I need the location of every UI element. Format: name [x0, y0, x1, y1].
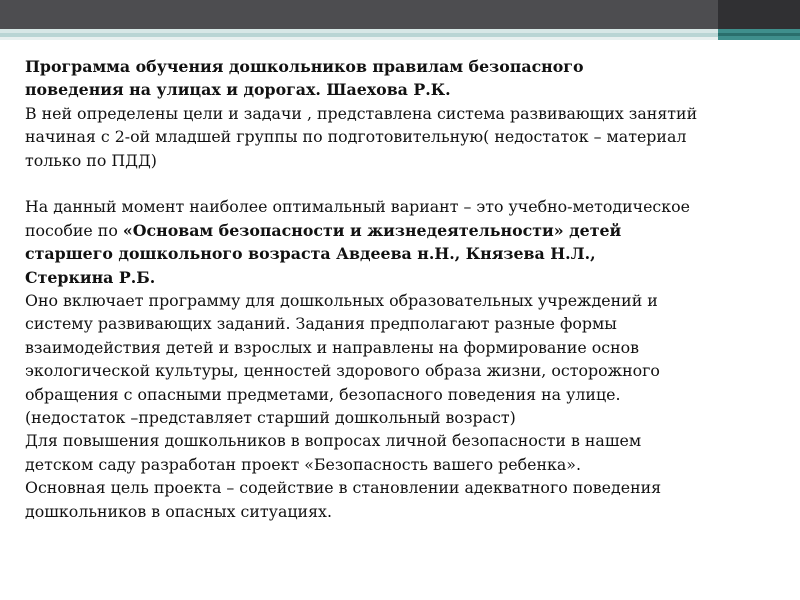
program-title-line-1: Программа обучения дошкольников правилам безопасного: [25, 57, 584, 76]
project-goal-line-2: дошкольников в опасных ситуациях.: [25, 501, 332, 521]
paragraph-spacer: [25, 172, 785, 195]
manual-description-line-2: систему развивающих заданий. Задания предполагают разные формы: [25, 314, 617, 334]
header-teal-accent: [718, 29, 800, 40]
manual-description-line-1: Оно включает программу для дошкольных образовательных учреждений и: [25, 291, 658, 311]
program-description-line-2: начиная с 2-ой младшей группы по подготовительную( недостаток – материал: [25, 127, 687, 147]
header-corner-block: [718, 0, 800, 29]
program-title-line-2: поведения на улицах и дорогах. Шаехова Р.К.: [25, 80, 451, 100]
program-description-line-1: В ней определены цели и задачи , представлена система развивающих занятий: [25, 103, 698, 123]
optimal-variant-line-2: [25, 219, 785, 242]
project-goal-line-1: Основная цель проекта – содействие в становлении адекватного поведения: [25, 478, 662, 498]
manual-description-line-5: обращения с опасными предметами, безопасного поведения на улице.: [25, 384, 621, 404]
manual-description-line-3: взаимодействия детей и взрослых и направлены на формирование основ: [25, 337, 640, 357]
header-teal-accent-inner: [718, 33, 800, 36]
manual-title-part-3: Стеркина Р.Б.: [25, 267, 156, 287]
project-intro-line-1: Для повышения дошкольников в вопросах личной безопасности в нашем: [25, 431, 642, 451]
header-bar: [0, 0, 800, 29]
optimal-variant-prefix: пособие по: [25, 220, 123, 240]
manual-description-line-4: экологической культуры, ценностей здорового образа жизни, осторожного: [25, 361, 660, 381]
manual-title-part-2: старшего дошкольного возраста Авдеева н.Н., Князева Н.Л.,: [25, 244, 596, 264]
project-intro-line-2: детском саду разработан проект «Безопасность вашего ребенка».: [25, 454, 581, 474]
manual-description-line-6: (недостаток –представляет старший дошкольный возраст): [25, 408, 516, 428]
manual-title-part-1: «Основам безопасности и жизнедеятельности» детей: [122, 220, 622, 240]
slide-body-text: [25, 55, 785, 523]
header-stripe-pale: [0, 37, 800, 40]
optimal-variant-line-1: На данный момент наиболее оптимальный вариант – это учебно-методическое: [25, 197, 690, 217]
program-description-line-3: только по ПДД): [25, 150, 157, 170]
